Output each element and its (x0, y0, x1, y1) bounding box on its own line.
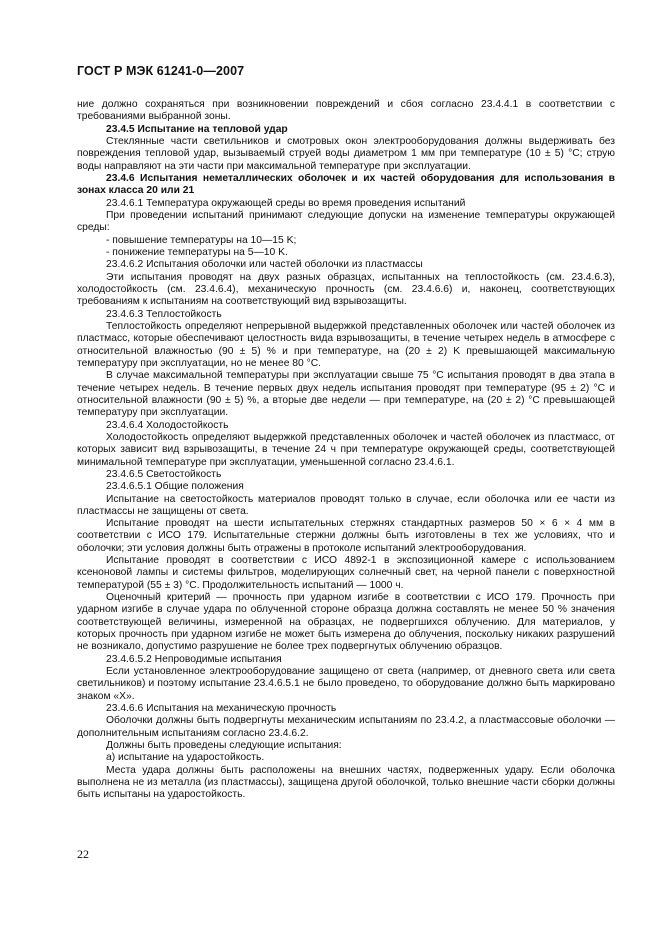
section-heading: 23.4.6 Испытания неметаллических оболочек и их частей оборудования для использования в зонах класса 20 или 21 (77, 172, 615, 197)
paragraph: Оценочный критерий — прочность при ударном изгибе в соответствии с ИСО 179. Прочность при ударном изгибе в случае удара по облученной стороне образца должна составлять не менее 50 % значения соответствующей величины, измеренной на образцах, не подвергшихся облучению. Для материалов, у которых прочность при ударном изгибе не может быть измерена до облучения, поскольку никаких разрушений не возникало, допустимо разрушение не более трех подвергнутых облучению образцов. (77, 592, 615, 653)
paragraph: Эти испытания проводят на двух разных образцах, испытанных на теплостойкость (см. 23.4.6.3), холодостойкость (см. 23.4.6.4), механическую прочность (см. 23.4.6.6) и, наконец, соответствующих требованиям к испытаниям на соответствующий вид взрывозащиты. (77, 271, 615, 308)
paragraph: Холодостойкость определяют выдержкой представленных оболочек и частей оболочек из пластмасс, от которых зависит вид взрывозащиты, в течение 24 ч при температуре окружающей среды, соответствующей минимальной температуре при эксплуатации, уменьшенной согласно 23.4.6.1. (77, 431, 615, 468)
paragraph: 23.4.6.5 Светостойкость (106, 468, 222, 480)
document-body (77, 99, 615, 802)
page-number: 22 (77, 847, 89, 861)
paragraph: 23.4.6.2 Испытания оболочки или частей оболочки из пластмассы (106, 259, 423, 271)
paragraph: Испытание на светостойкость материалов проводят только в случае, если оболочка или ее части из пластмассы не защищены от света. (77, 493, 615, 517)
section-heading: 23.4.5 Испытание на тепловой удар (106, 123, 288, 135)
paragraph: - понижение температуры на 5—10 K. (106, 246, 288, 258)
paragraph: Если установленное электрооборудование защищено от света (например, от дневного света или света светильников) и поэтому испытание 23.4.6.5.1 не было проведено, то оборудование должно быть маркировано знаком «X». (77, 666, 615, 702)
paragraph: Испытание проводят в соответствии с ИСО 4892-1 в экспозиционной камере с использованием ксеноновой лампы и системы фильтров, моделирующих солнечный свет, на черной панели с поверхностной температурой (55 ± 3) °С. Продолжительность испытаний — 1000 ч. (77, 555, 615, 591)
paragraph: Испытание проводят на шести испытательных стержнях стандартных размеров 50 × 6 × 4 мм в соответствии с ИСО 179. Испытательные стержни должны быть изготовлены в тех же условиях, что и оболочки; эти условия должны быть отражены в протоколе испытаний электрооборудования. (77, 518, 615, 554)
paragraph: Стеклянные части светильников и смотровых окон электрооборудования должны выдерживать без повреждения тепловой удар, вызываемый струей воды диаметром 1 мм при температуре (10 ± 5) °С; струю воды направляют на эти части при максимальной температуре при эксплуатации. (77, 135, 615, 172)
paragraph: В случае максимальной температуры при эксплуатации свыше 75 °С испытания проводят в два этапа в течение четырех недель. В течение первых двух недель испытания проводят при температуре (95 ± 2) °С и относительной влажности (90 ± 5) %, а вторые две недели — при температуре, на (20 ± 2) °С превышающей температуру при эксплуатации. (77, 370, 615, 419)
paragraph: 23.4.6.4 Холодостойкость (106, 419, 229, 431)
paragraph: ние должно сохраняться при возникновении повреждений и сбоя согласно 23.4.4.1 в соответствии с требованиями выбранной зоны. (77, 99, 615, 123)
paragraph: При проведении испытаний принимают следующие допуски на изменение температуры окружающей среды: (77, 209, 615, 234)
paragraph: 23.4.6.1 Температура окружающей среды во время проведения испытаний (106, 197, 466, 209)
paragraph: Места удара должны быть расположены на внешних частях, подверженных удару. Если оболочка выполнена не из металла (из пластмассы), защищена другой оболочкой, только внешние части сборки должны быть испытаны на ударостойкость. (77, 764, 615, 801)
paragraph: 23.4.6.3 Теплостойкость (106, 308, 222, 320)
paragraph: 23.4.6.6 Испытания на механическую прочность (106, 703, 337, 715)
paragraph: 23.4.6.5.1 Общие положения (106, 481, 244, 493)
paragraph: - повышение температуры на 10—15 K; (106, 234, 297, 246)
page-header: ГОСТ Р МЭК 61241-0—2007 (77, 64, 245, 78)
paragraph: Теплостойкость определяют непрерывной выдержкой представленных оболочек или частей оболочек из пластмасс, которые обеспечивают целостность вида взрывозащиты, в течение четырех недель в атмосфере с относительной влажностью (90 ± 5) % и при температуре, на (20 ± 2) K превышающей максимальную температуру при эксплуатации, но не менее 80 °С. (77, 320, 615, 369)
paragraph: Оболочки должны быть подвергнуты механическим испытаниям по 23.4.2, а пластмассовые оболочки — дополнительным испытаниям согласно 23.4.6.2. (77, 715, 615, 739)
paragraph: 23.4.6.5.2 Непроводимые испытания (106, 653, 282, 665)
paragraph: Должны быть проведены следующие испытания: (106, 740, 342, 752)
paragraph: а) испытание на ударостойкость. (106, 752, 265, 764)
